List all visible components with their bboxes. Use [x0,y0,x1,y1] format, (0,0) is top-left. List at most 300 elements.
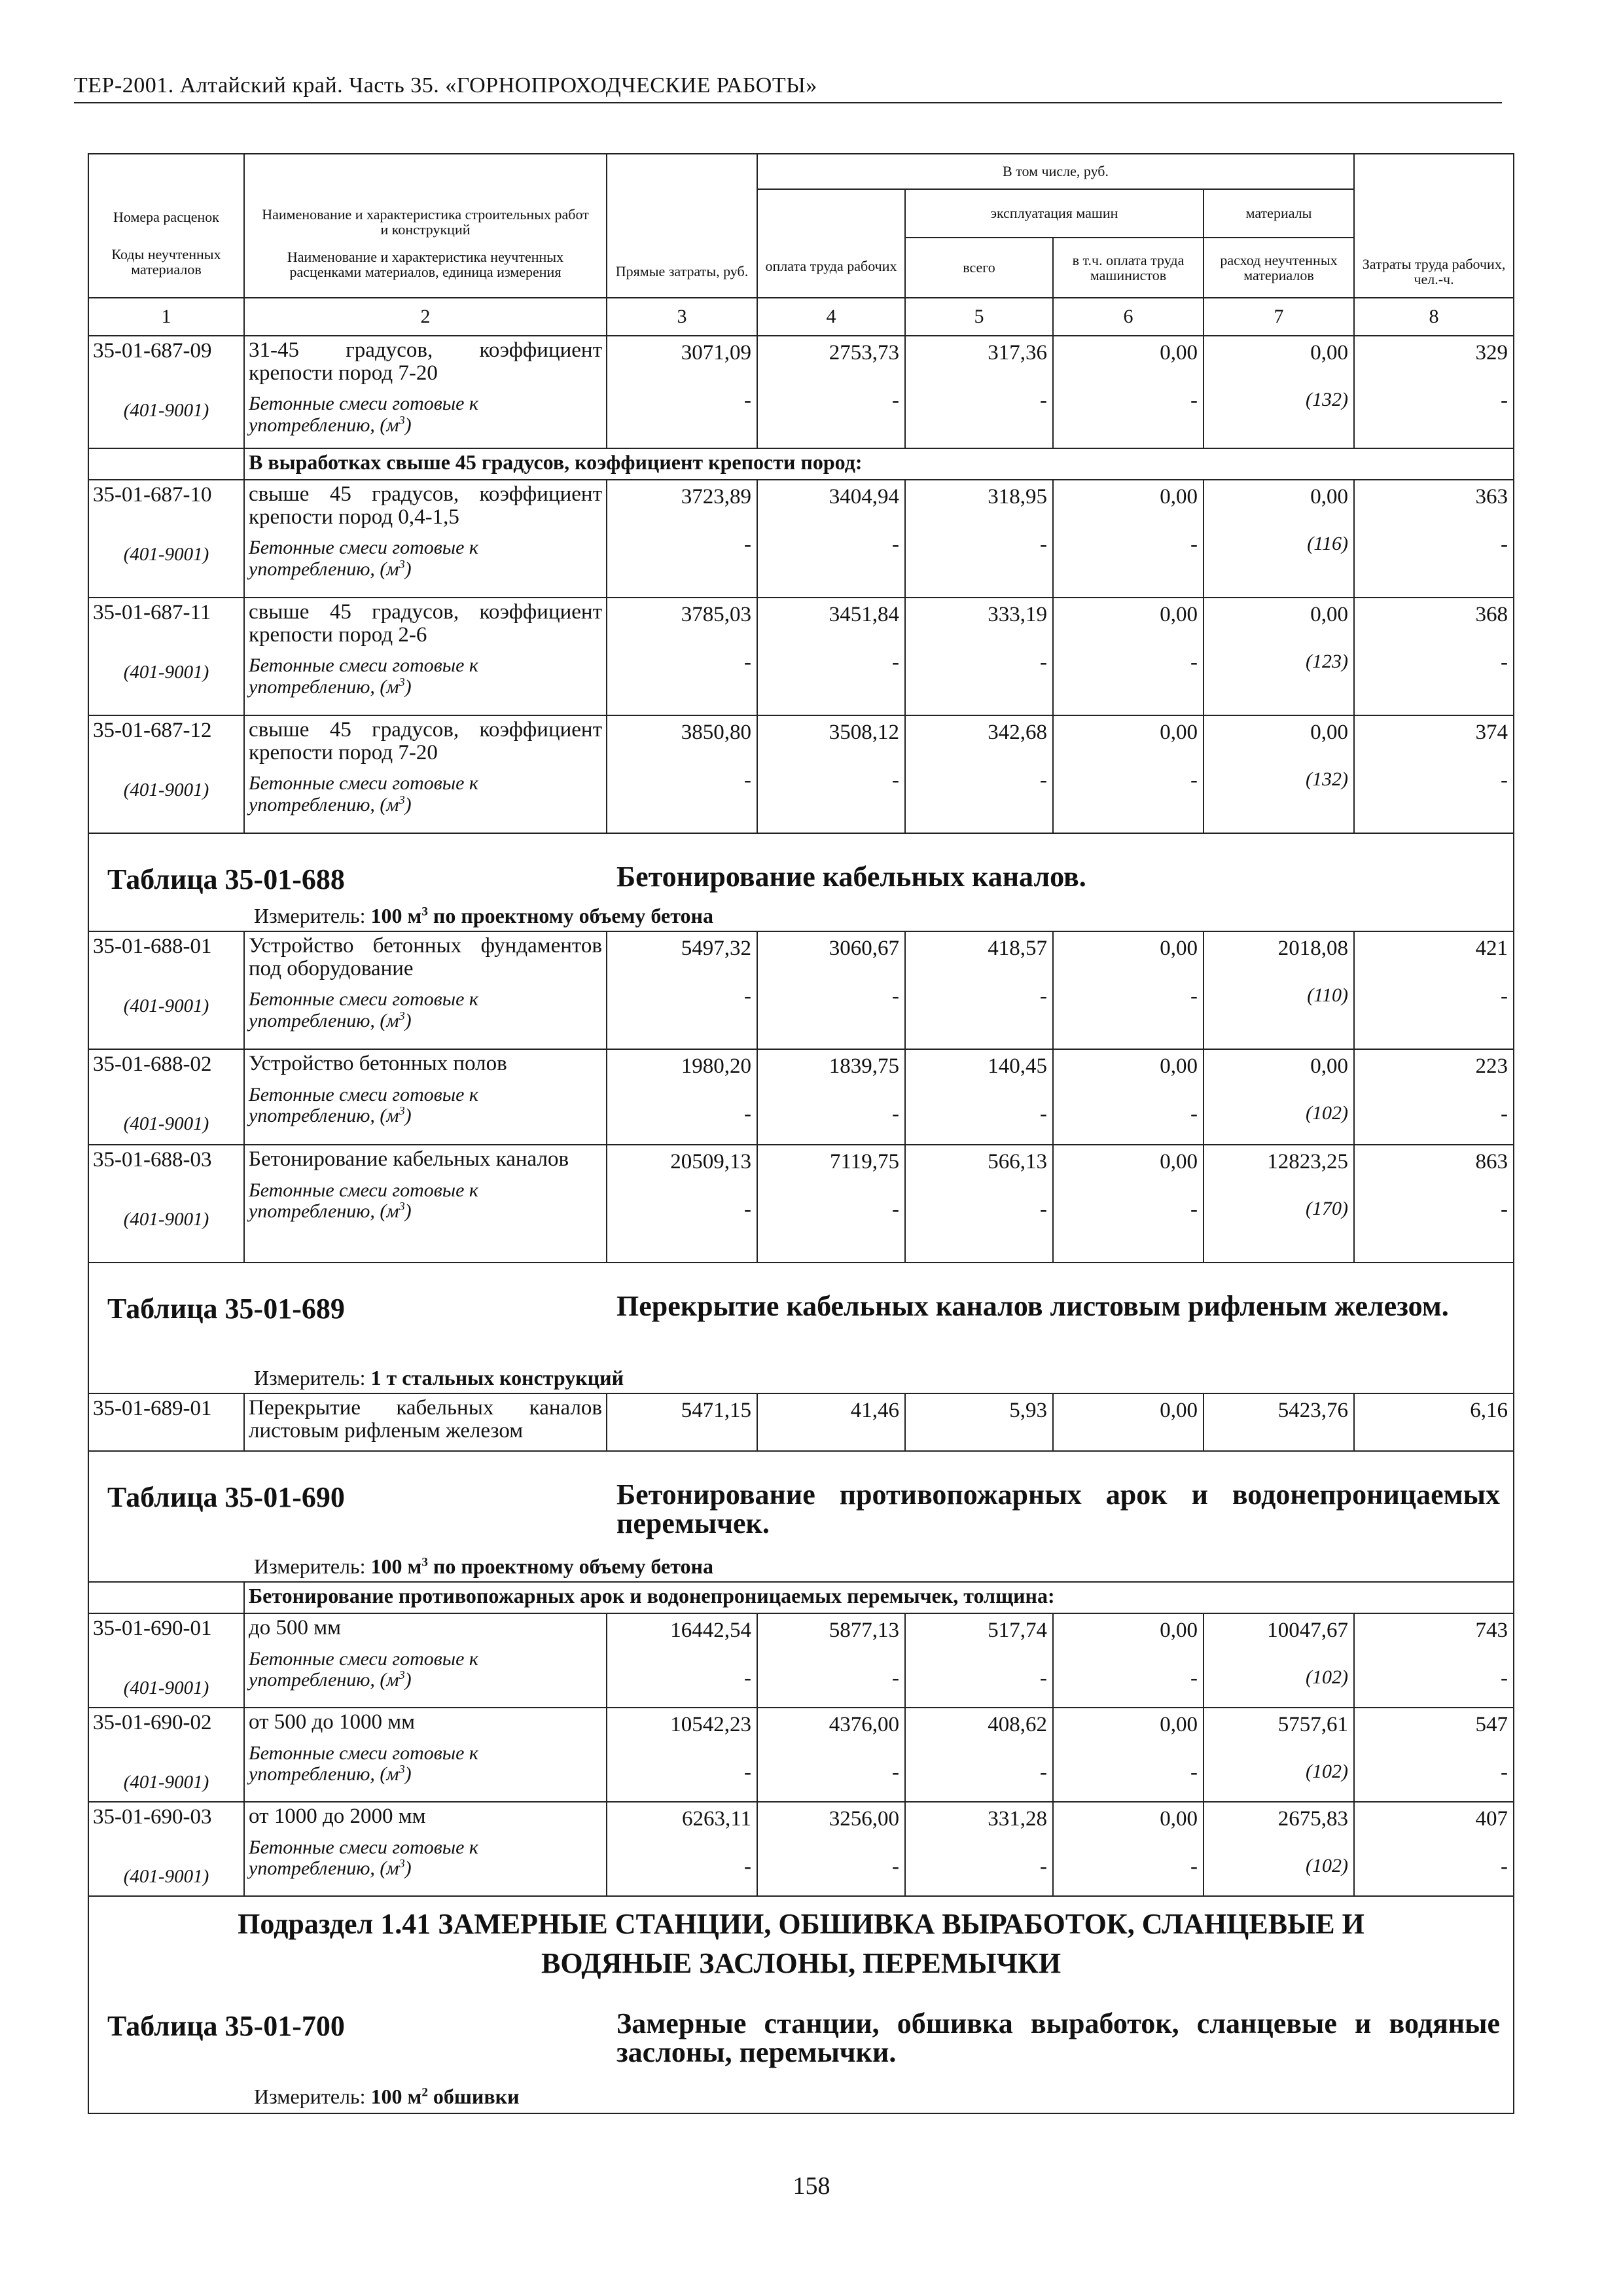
rate-value-main: 12823,25 [1267,1150,1349,1174]
rate-code-value: 35-01-687-11 [93,601,211,624]
material-value: - [1190,1761,1198,1784]
material-code: (401-9001) [123,996,209,1016]
section-title: В выработках свыше 45 градусов, коэффициент крепости пород: [244,448,1514,480]
rate-value [607,336,757,448]
material-value: - [744,1666,751,1690]
material-value: - [1501,984,1508,1008]
rate-row [88,480,1514,598]
measure-unit: Измеритель: 1 т стальных конструкций [254,1366,624,1390]
rate-name-text: от 1000 до 2000 мм [249,1804,426,1828]
rate-name-text: Устройство бетонных фундаментов под оборудование [249,934,602,980]
rate-value [905,480,1053,598]
rate-value-main: 0,00 [1160,1150,1198,1174]
rate-code [88,1802,244,1896]
rate-name [244,1393,607,1451]
rate-value-main: 368 [1475,603,1508,626]
rate-name-text: свыше 45 градусов, коэффициент крепости пород 0,4-1,5 [249,482,602,529]
material-value: - [1501,1666,1508,1690]
rate-name-text: свыше 45 градусов, коэффициент крепости пород 2-6 [249,600,602,647]
subsection-title-line2: ВОДЯНЫЕ ЗАСЛОНЫ, ПЕРЕМЫЧКИ [541,1947,1061,1979]
rate-name [244,598,607,715]
material-name: Бетонные смеси готовые к употреблению, $(м^3)$ [249,1742,478,1785]
rate-value [757,715,905,833]
material-value: - [1190,1666,1198,1690]
material-value: - [1501,389,1508,412]
material-value: - [892,389,899,412]
material-value: (102) [1306,1855,1349,1876]
rate-value-main: 16442,54 [670,1619,751,1642]
rate-value-main: 140,45 [988,1054,1047,1078]
rate-row [88,1393,1514,1451]
rate-name [244,715,607,833]
rate-value [905,1393,1053,1451]
column-number: 5 [905,298,1053,336]
rate-value-main: 0,00 [1160,603,1198,626]
labor-header: оплата труда рабочих [757,189,905,298]
rate-value [1204,1393,1354,1451]
materials-header: материалы [1204,189,1354,238]
material-value: - [1040,768,1047,792]
rate-value-main: 342,68 [988,721,1047,744]
rate-value [905,1145,1053,1263]
table-heading-row [88,1263,1514,1393]
rate-value [1354,598,1514,715]
table-number: Таблица 35-01-690 [107,1481,345,1513]
material-value: - [1040,1761,1047,1784]
rate-code [88,598,244,715]
material-value: (110) [1307,984,1349,1006]
rate-value-main: 3723,89 [681,485,751,509]
material-name: Бетонные смеси готовые к употреблению, $(м^3)$ [249,537,478,580]
rate-code-value: 35-01-688-02 [93,1052,212,1076]
rate-value [1053,1145,1204,1263]
table-heading-row [88,1451,1514,1582]
rate-value-main: 10047,67 [1267,1619,1349,1642]
rate-value-main: 0,00 [1160,1054,1198,1078]
subsection-title-line1: Подраздел 1.41 ЗАМЕРНЫЕ СТАНЦИИ, ОБШИВКА ВЫРАБОТОК, СЛАНЦЕВЫЕ И [238,1908,1364,1940]
rate-code [88,1708,244,1802]
rate-value [1354,1708,1514,1802]
rate-value-main: 318,95 [988,485,1047,509]
rate-value [1053,480,1204,598]
rate-value [905,931,1053,1049]
rate-value-main: 223 [1475,1054,1508,1078]
rate-code-value: 35-01-689-01 [93,1397,212,1420]
material-name: Бетонные смеси готовые к употреблению, $(м^3)$ [249,1836,478,1880]
rate-value-main: 5423,76 [1277,1399,1349,1422]
rate-code-value: 35-01-690-02 [93,1711,212,1734]
rate-name [244,1049,607,1145]
rate-code-value: 35-01-688-01 [93,935,212,958]
rate-name [244,1802,607,1896]
rate-value [1354,1802,1514,1896]
table-number: Таблица 35-01-689 [107,1293,345,1325]
rate-value [607,1802,757,1896]
rate-name [244,336,607,448]
table-caption: Замерные станции, обшивка выработок, сланцевые и водяные заслоны, перемычки. [616,2007,1500,2068]
machines-total-header: всего [905,238,1053,298]
rate-value [1204,715,1354,833]
rate-value [607,1145,757,1263]
rate-name [244,931,607,1049]
rate-value-main: 3060,67 [829,937,899,960]
in-total-header: В том числе, руб. [757,154,1354,189]
material-value: - [1501,1761,1508,1784]
direct-cost-header: Прямые затраты, руб. [607,154,757,298]
measure-unit: Измеритель: 100 $м^3$ по проектному объему бетона [254,1554,713,1578]
rate-value [1354,1145,1514,1263]
rate-value [757,1708,905,1802]
material-value: - [1040,1666,1047,1690]
rate-value [1053,336,1204,448]
section-title: Бетонирование противопожарных арок и водонепроницаемых перемычек, толщина: [244,1582,1514,1613]
column-number: 4 [757,298,905,336]
material-value: - [744,1855,751,1878]
table-caption: Бетонирование кабельных каналов. [616,861,1086,893]
rate-row [88,715,1514,833]
rate-name-text: от 500 до 1000 мм [249,1710,416,1734]
rate-value-main: 0,00 [1160,721,1198,744]
rate-value [757,1049,905,1145]
rate-value [1053,715,1204,833]
rate-row [88,598,1514,715]
rate-value-main: 0,00 [1160,1807,1198,1831]
material-value: (132) [1306,389,1349,410]
rate-value-main: 5471,15 [681,1399,751,1422]
rate-value [905,1802,1053,1896]
material-code: (401-9001) [123,400,209,421]
rate-value [1053,1708,1204,1802]
rate-value [1354,715,1514,833]
material-value: - [1501,1198,1508,1221]
material-value: - [1040,651,1047,674]
rate-value [1053,1613,1204,1708]
rate-value [607,1049,757,1145]
labor-costs-header: Затраты труда рабочих, чел.-ч. [1354,154,1514,298]
material-value: - [892,984,899,1008]
rate-value-main: 418,57 [988,937,1047,960]
rate-row [88,1802,1514,1896]
material-value: - [1501,1855,1508,1878]
rate-value [757,1802,905,1896]
material-value: - [1040,984,1047,1008]
material-value: - [1190,1855,1198,1878]
material-value: - [892,533,899,556]
rate-value [1204,336,1354,448]
material-code: (401-9001) [123,1113,209,1134]
rate-code [88,1049,244,1145]
rate-value-main: 407 [1475,1807,1508,1831]
rate-value-main: 0,00 [1160,485,1198,509]
material-value: - [892,768,899,792]
rate-value-main: 0,00 [1310,485,1349,509]
rate-value-main: 3404,94 [829,485,899,509]
rate-value [1204,1708,1354,1802]
material-value: - [1501,533,1508,556]
rate-value [1354,931,1514,1049]
column-number: 6 [1053,298,1204,336]
rate-value-main: 5757,61 [1277,1713,1349,1736]
rate-value [757,480,905,598]
rate-code [88,931,244,1049]
rate-value-main: 408,62 [988,1713,1047,1736]
rate-value-main: 331,28 [988,1807,1047,1831]
material-value: - [1190,533,1198,556]
rate-name-text: Бетонирование кабельных каналов [249,1147,569,1171]
rate-value [757,931,905,1049]
column-number: 2 [244,298,607,336]
codes-header: Номера расценок Коды неучтенных материалов [88,238,244,298]
column-number: 1 [88,298,244,336]
material-value: - [1190,1102,1198,1126]
rate-value [607,1613,757,1708]
name-header: Наименование и характеристика строительных работ и конструкций Наименование и характеристика неучтенных расценками материалов, единица измерения [244,238,607,298]
rate-code-value: 35-01-687-10 [93,483,212,507]
rate-code-value: 35-01-690-01 [93,1617,212,1640]
rate-value-main: 6263,11 [681,1807,751,1831]
rate-value-main: 363 [1475,485,1508,509]
rate-value-main: 5877,13 [829,1619,899,1642]
rate-value-main: 0,00 [1160,1619,1198,1642]
rate-value [607,715,757,833]
rate-value [1053,1049,1204,1145]
rate-value-main: 3508,12 [829,721,899,744]
rate-name [244,1708,607,1802]
rate-value-main: 0,00 [1310,341,1349,365]
table-caption: Бетонирование противопожарных арок и водонепроницаемых перемычек. [616,1479,1500,1539]
rate-value [1354,1613,1514,1708]
material-value: - [1501,768,1508,792]
material-value: - [744,768,751,792]
material-value: (132) [1306,768,1349,790]
material-value: - [1040,389,1047,412]
rate-value [1354,336,1514,448]
material-value: - [744,1102,751,1126]
material-name: Бетонные смеси готовые к употреблению, $(м^3)$ [249,1647,478,1691]
rate-row [88,931,1514,1049]
rate-value-main: 333,19 [988,603,1047,626]
rate-code [88,715,244,833]
material-value: - [892,1855,899,1878]
rate-value-main: 863 [1475,1150,1508,1174]
rate-code [88,336,244,448]
material-value: (123) [1306,651,1349,672]
material-name: Бетонные смеси готовые к употреблению, $(м^3)$ [249,988,478,1031]
rate-value [1204,1049,1354,1145]
material-value: - [1040,1102,1047,1126]
rate-code [88,1145,244,1263]
material-code: (401-9001) [123,1866,209,1887]
rate-value-main: 0,00 [1310,603,1349,626]
rate-value-main: 0,00 [1160,937,1198,960]
table-number: Таблица 35-01-700 [107,2010,345,2042]
material-code: (401-9001) [123,1677,209,1698]
rate-value [757,1613,905,1708]
rate-value [757,1393,905,1451]
rate-name-text: Устройство бетонных полов [249,1052,507,1075]
rate-code [88,480,244,598]
material-value: - [1190,768,1198,792]
rate-value-main: 329 [1475,341,1508,365]
table-heading-row [88,833,1514,931]
rate-value [905,1613,1053,1708]
rate-value-main: 5,93 [1009,1399,1047,1422]
rate-value-main: 6,16 [1470,1399,1508,1422]
rate-value [1354,480,1514,598]
rate-value [1204,598,1354,715]
material-name: Бетонные смеси готовые к употреблению, $(м^3)$ [249,1179,478,1223]
rate-name-text: Перекрытие кабельных каналов листовым рифленым железом [249,1396,602,1443]
rate-name [244,480,607,598]
rate-row [88,336,1514,448]
rate-value-main: 0,00 [1160,341,1198,365]
column-number: 7 [1204,298,1354,336]
material-value: - [1190,389,1198,412]
material-name: Бетонные смеси готовые к употреблению, $(м^3)$ [249,655,478,698]
material-code: (401-9001) [123,1209,209,1230]
rate-value [1053,1393,1204,1451]
material-value: - [1501,1102,1508,1126]
material-name: Бетонные смеси готовые к употреблению, $(м^3)$ [249,1083,478,1127]
material-code: (401-9001) [123,544,209,565]
rate-value [1204,931,1354,1049]
rates-table [88,153,1514,2114]
material-value: - [1190,984,1198,1008]
material-name: Бетонные смеси готовые к употреблению, $(м^3)$ [249,772,478,816]
rate-value-main: 0,00 [1310,721,1349,744]
rate-row [88,1145,1514,1263]
material-value: - [1040,1198,1047,1221]
material-value: - [1040,1855,1047,1878]
rate-code-value: 35-01-687-09 [93,339,212,363]
rate-code [88,1393,244,1451]
rate-code-value: 35-01-687-12 [93,719,212,742]
rate-value-main: 3256,00 [829,1807,899,1831]
material-value: - [744,389,751,412]
rate-value-main: 1839,75 [829,1054,899,1078]
rate-value-main: 547 [1475,1713,1508,1736]
material-value: - [892,651,899,674]
material-value: - [744,984,751,1008]
table-number: Таблица 35-01-688 [107,863,345,895]
rate-row [88,1708,1514,1802]
rate-name-text: свыше 45 градусов, коэффициент крепости пород 7-20 [249,718,602,764]
material-value: - [744,1198,751,1221]
rate-value [757,598,905,715]
rate-value [1354,1049,1514,1145]
material-value: - [744,1761,751,1784]
section-row [88,1582,1514,1613]
rate-value [607,1708,757,1802]
material-name: Бетонные смеси готовые к употреблению, $(м^3)$ [249,393,478,436]
rate-value-main: 0,00 [1310,1054,1349,1078]
rate-value [757,336,905,448]
rate-value [1204,480,1354,598]
rate-value-main: 0,00 [1160,1399,1198,1422]
material-value: (116) [1307,533,1349,554]
rate-value-main: 0,00 [1160,1713,1198,1736]
materials-unaccounted-header: расход неучтенных материалов [1204,238,1354,298]
rate-value-main: 517,74 [988,1619,1047,1642]
material-value: (102) [1306,1666,1349,1688]
rate-value [607,931,757,1049]
rate-value-main: 2675,83 [1277,1807,1349,1831]
rate-value-main: 10542,23 [670,1713,751,1736]
rate-value-main: 2753,73 [829,341,899,365]
material-value: - [1190,1198,1198,1221]
machines-labor-header: в т.ч. оплата труда машинистов [1053,238,1204,298]
rate-value-main: 20509,13 [670,1150,751,1174]
rate-row [88,1613,1514,1708]
measure-unit: Измеритель: 100 $м^2$ обшивки [254,2085,520,2108]
rate-value [905,1049,1053,1145]
rate-value [1204,1802,1354,1896]
rate-value [1053,931,1204,1049]
rate-name-text: 31-45 градусов, коэффициент крепости пород 7-20 [249,338,602,385]
page-number: 158 [793,2172,830,2200]
rate-value [1204,1613,1354,1708]
subsection-row [88,1896,1514,2113]
rate-value-main: 1980,20 [681,1054,751,1078]
rate-value-main: 566,13 [988,1150,1047,1174]
material-value: - [1501,651,1508,674]
measure-unit: Измеритель: 100 $м^3$ по проектному объему бетона [254,904,713,927]
column-number: 8 [1354,298,1514,336]
rate-value [905,598,1053,715]
rate-value-main: 421 [1475,937,1508,960]
column-number: 3 [607,298,757,336]
rate-value [607,480,757,598]
rate-value-main: 3451,84 [829,603,899,626]
rate-value [1354,1393,1514,1451]
rate-name [244,1613,607,1708]
material-value: - [892,1198,899,1221]
rate-name-text: до 500 мм [249,1616,342,1640]
rate-value [607,598,757,715]
rate-value [905,1708,1053,1802]
material-value: - [892,1666,899,1690]
rate-code [88,1613,244,1708]
rate-value-main: 3850,80 [681,721,751,744]
rate-value-main: 3071,09 [681,341,751,365]
rate-value-main: 7119,75 [829,1150,899,1174]
rate-value-main: 2018,08 [1277,937,1349,960]
rate-value-main: 317,36 [988,341,1047,365]
machines-header: эксплуатация машин [905,189,1204,238]
material-value: (102) [1306,1761,1349,1782]
material-value: - [1040,533,1047,556]
rate-name [244,1145,607,1263]
rate-value [1204,1145,1354,1263]
material-value: - [744,533,751,556]
material-value: (102) [1306,1102,1349,1124]
material-code: (401-9001) [123,780,209,800]
material-value: - [1190,651,1198,674]
material-value: - [744,651,751,674]
rate-value-main: 3785,03 [681,603,751,626]
rate-value-main: 4376,00 [829,1713,899,1736]
material-value: - [892,1761,899,1784]
rate-value [1053,598,1204,715]
rate-value-main: 743 [1475,1619,1508,1642]
material-value: (170) [1306,1198,1349,1219]
rate-value-main: 41,46 [850,1399,899,1422]
rate-value [905,715,1053,833]
running-header: ТЕР-2001. Алтайский край. Часть 35. «ГОРНОПРОХОДЧЕСКИЕ РАБОТЫ» [74,73,1502,103]
rate-value [607,1393,757,1451]
rate-value [757,1145,905,1263]
rate-code-value: 35-01-690-03 [93,1805,212,1829]
